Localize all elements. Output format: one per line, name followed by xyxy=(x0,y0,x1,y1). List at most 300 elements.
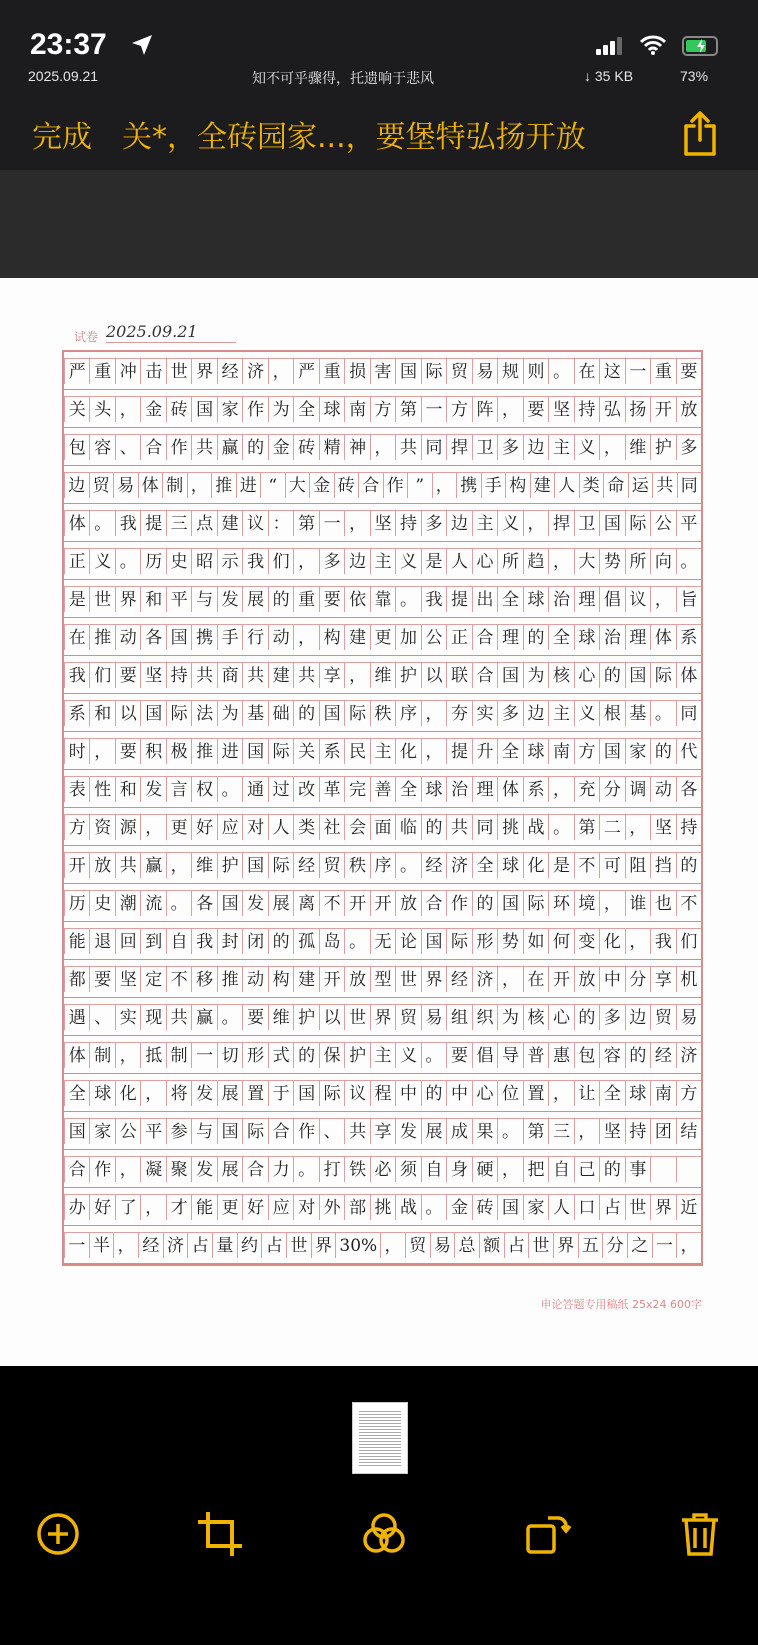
grid-cell: 和 xyxy=(115,776,140,802)
grid-cell: 南 xyxy=(344,396,369,422)
grid-cell: ， xyxy=(599,434,624,460)
grid-row xyxy=(64,428,701,466)
grid-cell: 联 xyxy=(446,662,471,688)
done-button[interactable]: 完成 xyxy=(32,120,92,155)
grid-cell: 制 xyxy=(166,1042,191,1068)
grid-cell: 命 xyxy=(603,472,628,498)
grid-cell: 面 xyxy=(370,814,395,840)
grid-cell: 可 xyxy=(599,852,624,878)
grid-row xyxy=(64,770,701,808)
grid-cell: 人 xyxy=(268,814,293,840)
grid-cell: 向 xyxy=(650,548,675,574)
signal-icon xyxy=(596,36,624,55)
grid-cell: 硬 xyxy=(472,1156,497,1182)
grid-cell: 公 xyxy=(115,1118,140,1144)
grid-cell: 凝 xyxy=(140,1156,165,1182)
grid-cell: 害 xyxy=(370,358,395,384)
grid-cell: 南 xyxy=(548,738,573,764)
grid-cell: 昭 xyxy=(191,548,216,574)
grid-cell: 表 xyxy=(64,776,89,802)
grid-cell: 实 xyxy=(472,700,497,726)
grid-cell: 都 xyxy=(64,966,89,992)
grid-cell: ， xyxy=(625,814,650,840)
grid-cell: 的 xyxy=(676,852,701,878)
grid-cell: 与 xyxy=(191,586,216,612)
grid-cell: ， xyxy=(548,776,573,802)
grid-cell: 理 xyxy=(574,586,599,612)
grid-cell: 维 xyxy=(191,852,216,878)
grid-cell: 秩 xyxy=(370,700,395,726)
grid-cell: 阵 xyxy=(472,396,497,422)
grid-cell: 靠 xyxy=(370,586,395,612)
grid-cell: 须 xyxy=(395,1156,420,1182)
grid-cell: 自 xyxy=(166,928,191,954)
grid-cell: 共 xyxy=(166,1004,191,1030)
grid-cell: 持 xyxy=(676,814,701,840)
grid-cell: 展 xyxy=(242,586,267,612)
grid-cell: 改 xyxy=(293,776,318,802)
grid-cell: 切 xyxy=(217,1042,242,1068)
grid-cell: 开 xyxy=(370,890,395,916)
grid-cell: 方 xyxy=(64,814,89,840)
grid-cell: 开 xyxy=(344,890,369,916)
grid-cell: 法 xyxy=(191,700,216,726)
grid-cell: 自 xyxy=(548,1156,573,1182)
grid-cell: 封 xyxy=(217,928,242,954)
grid-cell: 在 xyxy=(523,966,548,992)
grid-cell: 的 xyxy=(599,1156,624,1182)
grid-cell: 国 xyxy=(293,1080,318,1106)
grid-cell: 公 xyxy=(650,510,675,536)
grid-cell: 手 xyxy=(481,472,506,498)
grid-cell: 部 xyxy=(344,1194,369,1220)
grid-cell: 手 xyxy=(217,624,242,650)
grid-cell: 损 xyxy=(344,358,369,384)
grid-cell: 境 xyxy=(574,890,599,916)
grid-cell: 济 xyxy=(242,358,267,384)
grid-cell: 了 xyxy=(115,1194,140,1220)
grid-cell: 重 xyxy=(293,586,318,612)
grid-cell: 第 xyxy=(293,510,318,536)
grid-cell: 多 xyxy=(497,700,522,726)
grid-cell: 多 xyxy=(421,510,446,536)
grid-cell: 提 xyxy=(446,738,471,764)
grid-cell: 完 xyxy=(344,776,369,802)
grid-cell: ， xyxy=(421,738,446,764)
grid-cell: 总 xyxy=(454,1232,479,1258)
grid-cell: ， xyxy=(344,510,369,536)
status-date: 2025.09.21 xyxy=(28,68,99,84)
grid-cell: 化 xyxy=(395,738,420,764)
grid-cell: 赢 xyxy=(140,852,165,878)
grid-cell: 世 xyxy=(286,1232,311,1258)
grid-cell: 正 xyxy=(64,548,89,574)
grid-cell: 。 xyxy=(217,776,242,802)
grid-cell: 充 xyxy=(574,776,599,802)
grid-cell: ， xyxy=(140,1194,165,1220)
grid-cell: 坚 xyxy=(115,966,140,992)
grid-cell: 好 xyxy=(89,1194,114,1220)
grid-cell: 护 xyxy=(293,1004,318,1030)
grid-cell: 不 xyxy=(574,852,599,878)
grid-cell: 砖 xyxy=(166,396,191,422)
grid-cell: 携 xyxy=(456,472,481,498)
grid-cell: 共 xyxy=(242,662,267,688)
grid-cell: 金 xyxy=(309,472,334,498)
grid-cell: 全 xyxy=(497,586,522,612)
grid-cell: 结 xyxy=(676,1118,701,1144)
grid-row xyxy=(64,618,701,656)
grid-cell: 示 xyxy=(217,548,242,574)
grid-cell: 方 xyxy=(446,396,471,422)
grid-cell: 持 xyxy=(395,510,420,536)
grid-cell: 推 xyxy=(89,624,114,650)
grid-cell: 的 xyxy=(293,700,318,726)
document-title[interactable]: 关*，全砖园家...，要堡特弘扬开放 xyxy=(122,120,586,155)
grid-cell: 织 xyxy=(472,1004,497,1030)
grid-cell: 共 xyxy=(115,852,140,878)
grid-cell: 资 xyxy=(89,814,114,840)
grid-cell: 各 xyxy=(676,776,701,802)
grid-cell: 五 xyxy=(578,1232,603,1258)
grid-cell: 际 xyxy=(166,700,191,726)
grid-cell: 维 xyxy=(370,662,395,688)
grid-cell: 发 xyxy=(191,1156,216,1182)
grid-cell: 际 xyxy=(344,700,369,726)
grid-cell: 回 xyxy=(115,928,140,954)
grid-cell: 第 xyxy=(574,814,599,840)
grid-cell: 家 xyxy=(625,738,650,764)
grid-cell: 言 xyxy=(166,776,191,802)
grid-cell: 变 xyxy=(574,928,599,954)
grid-cell: 全 xyxy=(599,1080,624,1106)
grid-cell: 共 xyxy=(191,434,216,460)
grid-cell: 势 xyxy=(497,928,522,954)
grid-cell: 全 xyxy=(548,624,573,650)
grid-cell: 坚 xyxy=(650,814,675,840)
grid-cell: 建 xyxy=(344,624,369,650)
grid-cell: 系 xyxy=(64,700,89,726)
grid-cell: 放 xyxy=(574,966,599,992)
grid-cell: 为 xyxy=(523,662,548,688)
grid-cell: 代 xyxy=(676,738,701,764)
page-thumbnail[interactable] xyxy=(352,1402,408,1474)
grid-cell: 作 xyxy=(166,434,191,460)
grid-cell: 人 xyxy=(446,548,471,574)
grid-cell: 经 xyxy=(217,358,242,384)
grid-cell: 砖 xyxy=(334,472,359,498)
grid-cell: 制 xyxy=(89,1042,114,1068)
grid-cell: 。 xyxy=(650,700,675,726)
grid-cell: 心 xyxy=(574,662,599,688)
grid-cell: 球 xyxy=(523,738,548,764)
grid-cell: 开 xyxy=(548,966,573,992)
grid-cell: 二 xyxy=(599,814,624,840)
grid-cell: 共 xyxy=(293,662,318,688)
grid-cell: 贸 xyxy=(89,472,114,498)
grid-cell: 则 xyxy=(523,358,548,384)
grid-cell: 铁 xyxy=(344,1156,369,1182)
grid-cell: 发 xyxy=(191,1080,216,1106)
grid-cell: 我 xyxy=(650,928,675,954)
grid-cell: 潮 xyxy=(115,890,140,916)
grid-cell: 界 xyxy=(370,1004,395,1030)
grid-cell: 遇 xyxy=(64,1004,89,1030)
trash-icon[interactable] xyxy=(676,1510,724,1558)
grid-cell: 口 xyxy=(574,1194,599,1220)
grid-cell: 主 xyxy=(370,738,395,764)
grid-cell: 环 xyxy=(548,890,573,916)
rotate-icon[interactable] xyxy=(524,1510,572,1558)
grid-cell: ， xyxy=(89,738,114,764)
grid-cell: 的 xyxy=(599,662,624,688)
grid-cell: 严 xyxy=(293,358,318,384)
network-speed: ↓ 35 KB xyxy=(584,68,634,84)
grid-cell: 要 xyxy=(242,1004,267,1030)
grid-row xyxy=(64,922,701,960)
grid-cell: 行 xyxy=(242,624,267,650)
grid-cell: 、 xyxy=(89,1004,114,1030)
grid-cell: 公 xyxy=(421,624,446,650)
grid-cell: 半 xyxy=(89,1232,114,1258)
grid-cell: 抵 xyxy=(140,1042,165,1068)
grid-cell: 。 xyxy=(115,548,140,574)
grid-cell: 南 xyxy=(650,1080,675,1106)
grid-cell: 护 xyxy=(344,1042,369,1068)
grid-cell: 位 xyxy=(497,1080,522,1106)
grid-cell: 赢 xyxy=(191,1004,216,1030)
grid-cell: 世 xyxy=(89,586,114,612)
grid-cell: 我 xyxy=(115,510,140,536)
grid-cell: 共 xyxy=(652,472,677,498)
grid-cell: 坚 xyxy=(599,1118,624,1144)
grid-cell: 易 xyxy=(676,1004,701,1030)
grid-cell: 界 xyxy=(553,1232,578,1258)
grid-cell: 严 xyxy=(64,358,89,384)
battery-icon xyxy=(682,36,718,56)
grid-cell: 置 xyxy=(242,1080,267,1106)
grid-cell: 国 xyxy=(319,700,344,726)
grid-cell: 一 xyxy=(625,358,650,384)
grid-cell: 球 xyxy=(497,852,522,878)
grid-row xyxy=(64,1036,701,1074)
crop-icon[interactable] xyxy=(196,1510,244,1558)
grid-cell: 主 xyxy=(472,510,497,536)
grid-cell: 论 xyxy=(395,928,420,954)
grid-cell: 容 xyxy=(599,1042,624,1068)
grid-cell: 秩 xyxy=(344,852,369,878)
grid-cell: 升 xyxy=(472,738,497,764)
grid-cell: 。 xyxy=(421,1042,446,1068)
grid-cell: 普 xyxy=(523,1042,548,1068)
grid-row xyxy=(64,1150,701,1188)
grid-cell: 提 xyxy=(140,510,165,536)
grid-row xyxy=(64,656,701,694)
grid-cell: 国 xyxy=(599,738,624,764)
grid-cell: 分 xyxy=(602,1232,627,1258)
grid-cell: 分 xyxy=(625,966,650,992)
grid-cell: 。 xyxy=(89,510,114,536)
grid-cell: 球 xyxy=(319,396,344,422)
grid-cell: 作 xyxy=(242,396,267,422)
grid-cell: 事 xyxy=(625,1156,650,1182)
grid-cell: ， xyxy=(650,586,675,612)
grid-cell: 系 xyxy=(319,738,344,764)
grid-cell: 的 xyxy=(472,890,497,916)
grid-cell: 不 xyxy=(166,966,191,992)
grid-cell: 心 xyxy=(548,1004,573,1030)
grid-cell: 一 xyxy=(64,1232,89,1258)
grid-cell: 享 xyxy=(319,662,344,688)
grid-cell: 作 xyxy=(383,472,408,498)
filters-icon[interactable] xyxy=(360,1510,408,1558)
grid-cell: 际 xyxy=(268,738,293,764)
grid-cell: 贸 xyxy=(405,1232,430,1258)
grid-cell: 战 xyxy=(395,1194,420,1220)
grid-cell: 共 xyxy=(395,434,420,460)
grid-cell: 占 xyxy=(504,1232,529,1258)
grid-cell: 要 xyxy=(89,966,114,992)
grid-cell: 好 xyxy=(242,1194,267,1220)
grid-cell: 的 xyxy=(421,1080,446,1106)
grid-cell: 合 xyxy=(472,662,497,688)
grid-cell: ， xyxy=(140,814,165,840)
grid-cell: 。 xyxy=(548,814,573,840)
grid-cell: 人 xyxy=(548,1194,573,1220)
grid-cell: 主 xyxy=(370,548,395,574)
grid-cell: 大 xyxy=(574,548,599,574)
grid-cell: 第 xyxy=(523,1118,548,1144)
grid-cell: 历 xyxy=(64,890,89,916)
grid-cell: ， xyxy=(344,662,369,688)
grid-cell: 运 xyxy=(628,472,653,498)
status-motto: 知不可乎骤得，托遗响于悲风 xyxy=(252,70,434,86)
grid-cell: 我 xyxy=(191,928,216,954)
grid-cell: 权 xyxy=(191,776,216,802)
grid-cell: 世 xyxy=(166,358,191,384)
grid-cell: ， xyxy=(115,1156,140,1182)
grid-cell: 同 xyxy=(421,434,446,460)
grid-cell: 。 xyxy=(421,1194,446,1220)
share-icon[interactable] xyxy=(680,110,720,158)
scanned-page xyxy=(0,278,758,1366)
grid-cell: 国 xyxy=(497,890,522,916)
grid-cell: 第 xyxy=(395,396,420,422)
grid-cell: ， xyxy=(268,358,293,384)
grid-cell: 义 xyxy=(574,700,599,726)
grid-cell: 挑 xyxy=(370,1194,395,1220)
grid-cell: 放 xyxy=(89,852,114,878)
grid-cell: 国 xyxy=(497,1194,522,1220)
grid-cell: 的 xyxy=(293,1042,318,1068)
grid-cell: 开 xyxy=(319,966,344,992)
grid-cell: 好 xyxy=(191,814,216,840)
grid-cell: 包 xyxy=(574,1042,599,1068)
grid-cell: 对 xyxy=(242,814,267,840)
grid-cell: 国 xyxy=(421,928,446,954)
grid-cell: 际 xyxy=(523,890,548,916)
grid-row xyxy=(64,542,701,580)
grid-cell: 主 xyxy=(370,1042,395,1068)
grid-cell: 构 xyxy=(268,966,293,992)
grid-cell: 革 xyxy=(319,776,344,802)
grid-row xyxy=(64,998,701,1036)
grid-cell xyxy=(676,1156,701,1182)
grid-cell: 以 xyxy=(319,1004,344,1030)
grid-cell: 际 xyxy=(650,662,675,688)
grid-cell: 打 xyxy=(319,1156,344,1182)
grid-cell: 这 xyxy=(599,358,624,384)
grid-cell: 战 xyxy=(523,814,548,840)
grid-cell: 贸 xyxy=(395,1004,420,1030)
grid-cell: 议 xyxy=(344,1080,369,1106)
grid-cell: 要 xyxy=(446,1042,471,1068)
grid-cell: 移 xyxy=(191,966,216,992)
grid-cell: 出 xyxy=(472,586,497,612)
grid-cell: 三 xyxy=(548,1118,573,1144)
add-icon[interactable] xyxy=(34,1510,82,1558)
grid-cell: 导 xyxy=(497,1042,522,1068)
grid-cell: 界 xyxy=(421,966,446,992)
grid-cell: 持 xyxy=(625,1118,650,1144)
grid-cell: 序 xyxy=(395,700,420,726)
grid-cell: 开 xyxy=(64,852,89,878)
grid-cell: 制 xyxy=(162,472,187,498)
grid-cell: 一 xyxy=(319,510,344,536)
grid-cell: 边 xyxy=(344,548,369,574)
grid-cell: 国 xyxy=(625,662,650,688)
grid-cell: 与 xyxy=(191,1118,216,1144)
grid-cell: 多 xyxy=(319,548,344,574)
grid-cell: 更 xyxy=(166,814,191,840)
grid-cell: 义 xyxy=(395,1042,420,1068)
grid-cell: 史 xyxy=(166,548,191,574)
grid-cell: 展 xyxy=(421,1118,446,1144)
grid-cell: 家 xyxy=(89,1118,114,1144)
grid-cell: 共 xyxy=(191,662,216,688)
grid-cell: 球 xyxy=(625,1080,650,1106)
grid-cell: 国 xyxy=(242,852,267,878)
grid-cell: 的 xyxy=(268,586,293,612)
grid-cell: 临 xyxy=(395,814,420,840)
grid-cell: 国 xyxy=(599,510,624,536)
grid-cell: 们 xyxy=(89,662,114,688)
grid-cell: 。 xyxy=(166,890,191,916)
grid-cell: 全 xyxy=(497,738,522,764)
grid-cell: 于 xyxy=(268,1080,293,1106)
grid-cell: 的 xyxy=(523,624,548,650)
grid-cell: 组 xyxy=(446,1004,471,1030)
grid-cell: 时 xyxy=(64,738,89,764)
grid-cell: 建 xyxy=(268,662,293,688)
grid-cell: 何 xyxy=(548,928,573,954)
grid-cell: 际 xyxy=(268,852,293,878)
grid-cell: 理 xyxy=(472,776,497,802)
grid-cell: 易 xyxy=(472,358,497,384)
grid-cell: 各 xyxy=(191,890,216,916)
grid-cell: 发 xyxy=(395,1118,420,1144)
grid-cell: 对 xyxy=(293,1194,318,1220)
grid-cell: 边 xyxy=(64,472,89,498)
grid-cell: 济 xyxy=(446,852,471,878)
grid-cell: 参 xyxy=(166,1118,191,1144)
grid-cell: 核 xyxy=(523,1004,548,1030)
grid-cell: 持 xyxy=(574,396,599,422)
grid-cell: 。 xyxy=(497,1118,522,1144)
wifi-icon xyxy=(640,34,666,56)
grid-cell: 展 xyxy=(217,1080,242,1106)
grid-cell: 放 xyxy=(344,966,369,992)
